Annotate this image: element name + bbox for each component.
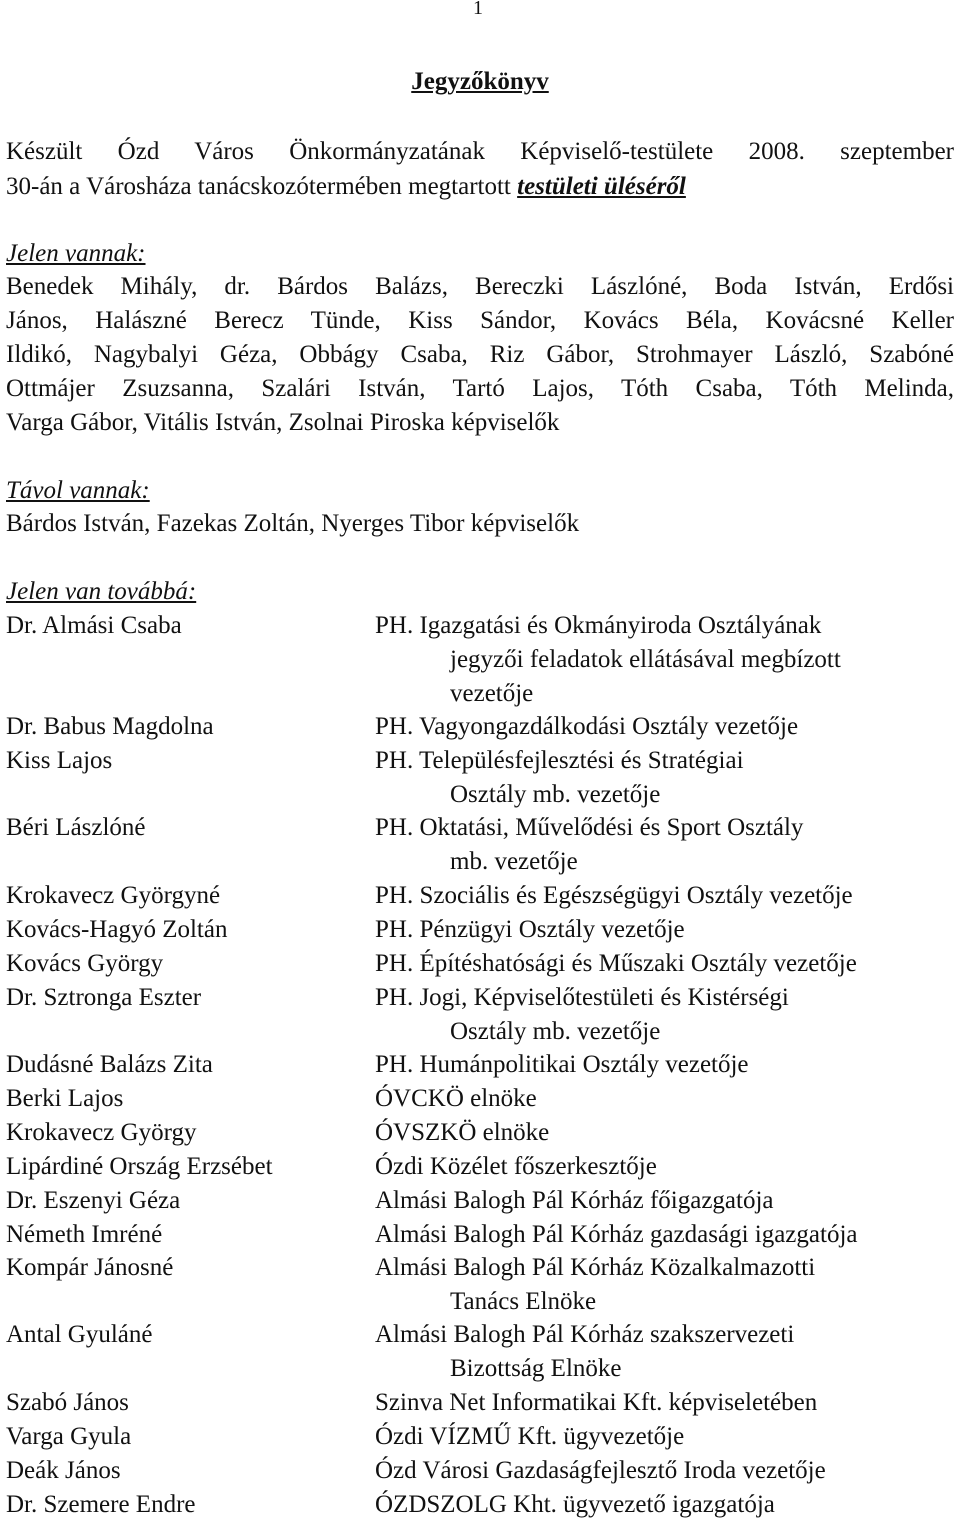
attendee-name: Krokavecz György bbox=[6, 1119, 197, 1146]
attendee-name: Kompár Jánosné bbox=[6, 1254, 174, 1281]
present-line-5: Varga Gábor, Vitális István, Zsolnai Piroska képviselők bbox=[6, 409, 560, 436]
attendee-name: Deák János bbox=[6, 1457, 121, 1484]
attendee-name: Szabó János bbox=[6, 1389, 129, 1416]
present-heading: Jelen vannak: bbox=[6, 240, 146, 267]
attendee-name: Németh Imréné bbox=[6, 1221, 163, 1248]
meeting-type: testületi üléséről bbox=[517, 173, 686, 200]
attendee-name: Dr. Sztronga Eszter bbox=[6, 984, 202, 1011]
absent-line: Bárdos István, Fazekas Zoltán, Nyerges Tibor képviselők bbox=[6, 510, 580, 537]
present-line-3: Ildikó, Nagybalyi Géza, Obbágy Csaba, Riz Gábor, Strohmayer László, Szabóné bbox=[6, 341, 954, 368]
attendee-role: PH. Szociális és Egészségügyi Osztály vezetője bbox=[375, 882, 853, 909]
present-line-1: Benedek Mihály, dr. Bárdos Balázs, Bereczki Lászlóné, Boda István, Erdősi bbox=[6, 273, 954, 300]
attendee-role: Almási Balogh Pál Kórház gazdasági igazgatója bbox=[375, 1221, 858, 1248]
attendee-name: Dr. Babus Magdolna bbox=[6, 713, 214, 740]
also-present-heading: Jelen van továbbá: bbox=[6, 578, 197, 605]
attendee-role-continued: Bizottság Elnöke bbox=[450, 1355, 622, 1382]
attendee-role: ÓVCKÖ elnöke bbox=[375, 1085, 537, 1112]
attendee-role: PH. Településfejlesztési és Stratégiai bbox=[375, 747, 744, 774]
document-title: Jegyzőkönyv bbox=[411, 68, 549, 95]
attendee-name: Antal Gyuláné bbox=[6, 1321, 153, 1348]
attendee-role: Szinva Net Informatikai Kft. képviseletében bbox=[375, 1389, 818, 1416]
attendee-name: Dudásné Balázs Zita bbox=[6, 1051, 213, 1078]
intro-line-2 bbox=[6, 173, 686, 201]
intro-line-2-text: 30-án a Városháza tanácskozótermében megtartott bbox=[6, 173, 518, 200]
attendee-role: Almási Balogh Pál Kórház Közalkalmazotti bbox=[375, 1254, 816, 1281]
attendee-role: ÓZDSZOLG Kht. ügyvezető igazgatója bbox=[375, 1491, 775, 1518]
attendee-role: Almási Balogh Pál Kórház szakszervezeti bbox=[375, 1321, 795, 1348]
attendee-role: Ózdi VÍZMŰ Kft. ügyvezetője bbox=[375, 1423, 685, 1450]
attendee-role: Almási Balogh Pál Kórház főigazgatója bbox=[375, 1187, 774, 1214]
attendee-name: Dr. Szemere Endre bbox=[6, 1491, 196, 1518]
attendee-name: Varga Gyula bbox=[6, 1423, 132, 1450]
attendee-role: PH. Építéshatósági és Műszaki Osztály vezetője bbox=[375, 950, 857, 977]
attendee-role: PH. Igazgatási és Okmányiroda Osztályának bbox=[375, 612, 822, 639]
present-line-2: János, Halászné Berecz Tünde, Kiss Sándor, Kovács Béla, Kovácsné Keller bbox=[6, 307, 954, 334]
attendee-role: ÓVSZKÖ elnöke bbox=[375, 1119, 550, 1146]
attendee-role: PH. Pénzügyi Osztály vezetője bbox=[375, 916, 685, 943]
intro-line-1: Készült Ózd Város Önkormányzatának Képviselő-testülete 2008. szeptember bbox=[6, 138, 954, 165]
attendee-name: Dr. Almási Csaba bbox=[6, 612, 182, 639]
present-line-4: Ottmájer Zsuzsanna, Szalári István, Tartó Lajos, Tóth Csaba, Tóth Melinda, bbox=[6, 375, 954, 402]
attendee-role-continued: jegyzői feladatok ellátásával megbízott bbox=[450, 646, 841, 673]
attendee-role: PH. Humánpolitikai Osztály vezetője bbox=[375, 1051, 749, 1078]
attendee-role: Ózd Városi Gazdaságfejlesztő Iroda vezetője bbox=[375, 1457, 826, 1484]
absent-heading: Távol vannak: bbox=[6, 477, 150, 504]
attendee-name: Berki Lajos bbox=[6, 1085, 124, 1112]
page-number: 1 bbox=[473, 0, 483, 19]
attendee-name: Kiss Lajos bbox=[6, 747, 113, 774]
attendee-role: PH. Oktatási, Művelődési és Sport Osztály bbox=[375, 814, 804, 841]
attendee-name: Lipárdiné Ország Erzsébet bbox=[6, 1153, 273, 1180]
attendee-role-continued: mb. vezetője bbox=[450, 848, 578, 875]
attendee-role: PH. Vagyongazdálkodási Osztály vezetője bbox=[375, 713, 799, 740]
attendee-role: Ózdi Közélet főszerkesztője bbox=[375, 1153, 657, 1180]
attendee-name: Dr. Eszenyi Géza bbox=[6, 1187, 181, 1214]
attendee-name: Kovács-Hagyó Zoltán bbox=[6, 916, 228, 943]
attendee-name: Béri Lászlóné bbox=[6, 814, 146, 841]
attendee-role-continued: vezetője bbox=[450, 680, 534, 707]
attendee-role-continued: Osztály mb. vezetője bbox=[450, 1018, 661, 1045]
attendee-role-continued: Osztály mb. vezetője bbox=[450, 781, 661, 808]
attendee-name: Kovács György bbox=[6, 950, 164, 977]
attendee-name: Krokavecz Györgyné bbox=[6, 882, 221, 909]
attendee-role: PH. Jogi, Képviselőtestületi és Kistérségi bbox=[375, 984, 789, 1011]
attendee-role-continued: Tanács Elnöke bbox=[450, 1288, 597, 1315]
